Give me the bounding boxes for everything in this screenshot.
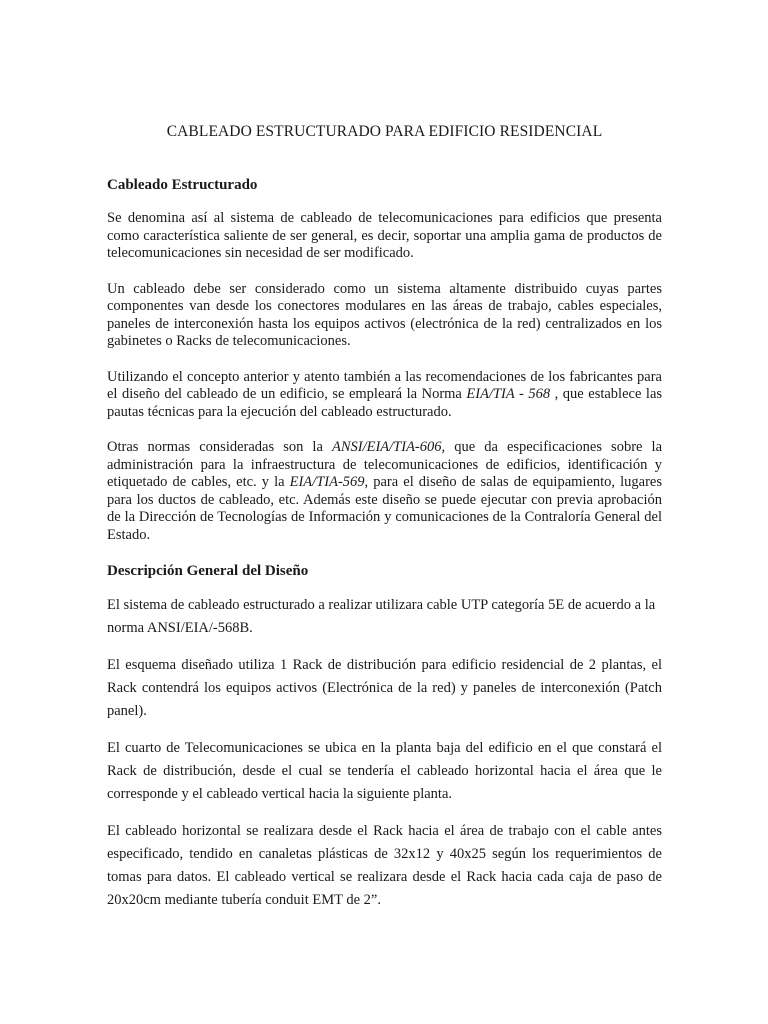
paragraph-utp-cable: El sistema de cableado estructurado a realizar utilizara cable UTP categoría 5E de acuerdo a la norma ANSI/EIA/-568B. bbox=[107, 597, 656, 636]
paragraph-telecom-room: El cuarto de Telecomunicaciones se ubica en la planta baja del edificio en el que constará el Rack de distribución, desde el cual se tendería el cableado horizontal hacia el área que le corresponde y el cableado vertical hacia la siguiente planta. bbox=[107, 740, 662, 802]
norm-reference: ANSI/EIA/TIA-606 bbox=[331, 439, 442, 455]
document-title: CABLEADO ESTRUCTURADO PARA EDIFICIO RESIDENCIAL bbox=[166, 123, 603, 140]
section-heading-design: Descripción General del Diseño bbox=[107, 563, 309, 579]
paragraph-horizontal-cabling: El cableado horizontal se realizara desde el Rack hacia el área de trabajo con el cable antes especificado, tendido en canaletas plásticas de 32x12 y 40x25 según los requerimientos de tomas para datos. El cableado vertical se realizara desde el Rack hacia cada caja de paso de 20x20cm mediante tubería conduit EMT de 2”. bbox=[107, 823, 662, 908]
paragraph-text: Otras normas consideradas son la bbox=[107, 439, 332, 455]
paragraph-text: , que da especificaciones sobre la administración para la infraestructura de telecomunicaciones de edificios, identificación y etiquetado de cables, etc. y la bbox=[107, 439, 663, 490]
norm-reference: EIA/TIA-569 bbox=[289, 474, 365, 490]
paragraph-norm-568 bbox=[107, 369, 662, 422]
paragraph-text: Utilizando el concepto anterior y atento también a las recomendaciones de los fabricantes para el diseño del cableado de un edificio, se empleará la Norma bbox=[107, 368, 662, 402]
paragraph-definition: Se denomina así al sistema de cableado de telecomunicaciones para edificios que presenta como característica saliente de ser general, es decir, soportar una amplia gama de productos de telecomunicaciones sin necesidad de ser modificado. bbox=[107, 210, 662, 261]
norm-reference: EIA/TIA - 568 bbox=[466, 386, 551, 402]
document-body bbox=[107, 122, 662, 926]
paragraph-rack-scheme: El esquema diseñado utiliza 1 Rack de distribución para edificio residencial de 2 plantas, el Rack contendrá los equipos activos (Electrónica de la red) y paneles de interconexión (Patch panel). bbox=[107, 657, 662, 719]
paragraph-other-norms bbox=[107, 439, 662, 544]
section-heading-cableado: Cableado Estructurado bbox=[107, 177, 258, 193]
paragraph-text: , para el diseño de salas de equipamiento, lugares para los ductos de cableado, etc. Además este diseño se puede ejecutar con previa aprobación de la Dirección de Tecnologías de Información y comunicaciones de la Contraloría General del Estado. bbox=[107, 474, 662, 543]
paragraph-text: , que establece las pautas técnicas para la ejecución del cableado estructurado. bbox=[107, 386, 663, 420]
paragraph-distributed-system: Un cableado debe ser considerado como un sistema altamente distribuido cuyas partes componentes van desde los conectores modulares en las áreas de trabajo, cables especiales, paneles de interconexión hasta los equipos activos (electrónica de la red) centralizados en los gabinetes o Racks de telecomunicaciones. bbox=[107, 280, 662, 349]
